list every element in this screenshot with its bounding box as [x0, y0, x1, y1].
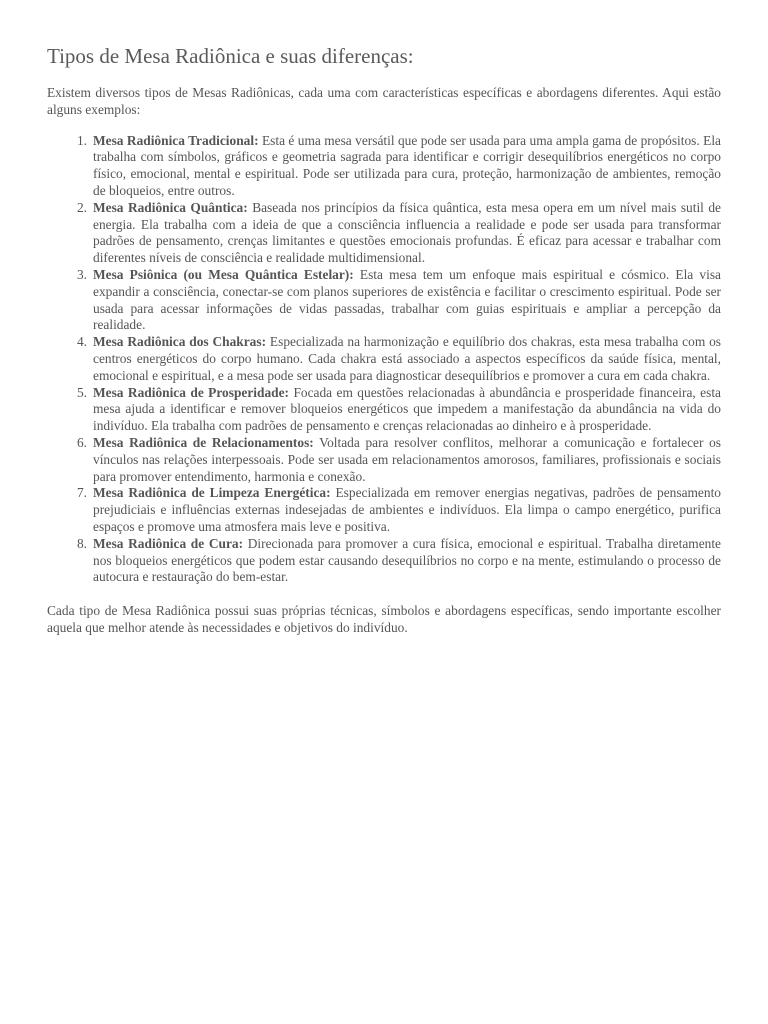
list-item-text: Especializada em remover energias negativas, padrões de pensamento prejudiciais e influências externas indesejadas de ambientes e indivíduos. Ela limpa o campo energético, purifica espaços e promove uma atmosfera mais leve e positiva. — [93, 485, 721, 534]
list-item — [47, 200, 721, 267]
list-item-number: 6. — [76, 434, 87, 450]
list-item-text: Focada em questões relacionadas à abundância e prosperidade financeira, esta mesa ajuda a identificar e remover bloqueios energéticos que impedem a manifestação da abundância na vida do indivíduo. Ela trabalha com padrões de pensamento e crenças relacionadas ao dinheiro e à prosperidade. — [93, 384, 721, 434]
intro-paragraph: Existem diversos tipos de Mesas Radiônicas, cada uma com características específicas e abordagens diferentes. Aqui estão alguns exemplos: — [47, 85, 721, 117]
list-item-number: 4. — [76, 334, 87, 350]
list-item-text: Direcionada para promover a cura física, emocional e espiritual. Trabalha diretamente nos bloqueios energéticos que podem estar causando desequilíbrios no corpo e na mente, estimulando o processo de autocura e restauração do bem-estar. — [93, 535, 721, 585]
list-item-text: Esta mesa tem um enfoque mais espiritual e cósmico. Ela visa expandir a consciência, conectar-se com planos superiores de existência e facilitar o crescimento espiritual. Pode ser usada para acessar informações de vidas passadas, trabalhar com guias espirituais e ampliar a percepção da realidade. — [93, 266, 721, 333]
list-item-heading: Mesa Radiônica dos Chakras: — [93, 334, 267, 350]
list-item-number: 3. — [76, 266, 87, 282]
list-item-number: 8. — [76, 535, 87, 551]
document-title: Tipos de Mesa Radiônica e suas diferenças: — [47, 44, 414, 68]
list-item — [47, 435, 721, 485]
list-item-heading: Mesa Radiônica Quântica: — [93, 199, 248, 215]
list-item-number: 2. — [76, 199, 87, 215]
list-item-heading: Mesa Radiônica de Prosperidade: — [93, 384, 290, 400]
list-item-number: 7. — [76, 485, 87, 501]
list-item — [47, 334, 721, 384]
conclusion-paragraph: Cada tipo de Mesa Radiônica possui suas próprias técnicas, símbolos e abordagens específicas, sendo importante escolher aquela que melhor atende às necessidades e objetivos do indivíduo. — [47, 603, 721, 635]
list-item — [47, 133, 721, 200]
list-item-heading: Mesa Radiônica de Relacionamentos: — [93, 434, 314, 450]
list-item-heading: Mesa Radiônica de Limpeza Energética: — [93, 485, 331, 501]
list-item-number: 5. — [76, 384, 87, 400]
list-item — [47, 267, 721, 334]
list-item-text: Baseada nos princípios da física quântica, esta mesa opera em um nível mais sutil de energia. Ela trabalha com a ideia de que a consciência influencia a realidade e pode ser usada para transformar padrões de pensamento, crenças limitantes e questões emocionais profundas. É eficaz para acessar e trabalhar com diferentes níveis de consciência e realidade multidimensional. — [93, 199, 721, 266]
list-item-number: 1. — [76, 132, 87, 148]
list-item — [47, 536, 721, 586]
list-item-heading: Mesa Psiônica (ou Mesa Quântica Estelar): — [93, 266, 354, 282]
types-list — [47, 133, 721, 587]
list-item — [47, 485, 721, 535]
list-item — [47, 385, 721, 435]
list-item-heading: Mesa Radiônica Tradicional: — [93, 132, 259, 148]
list-item-text: Voltada para resolver conflitos, melhorar a comunicação e fortalecer os vínculos nas relações interpessoais. Pode ser usada em relacionamentos amorosos, familiares, profissionais e sociais para promover entendimento, harmonia e conexão. — [93, 434, 722, 484]
document-page — [47, 42, 721, 637]
list-item-heading: Mesa Radiônica de Cura: — [93, 535, 244, 551]
list-item-text: Esta é uma mesa versátil que pode ser usada para uma ampla gama de propósitos. Ela trabalha com símbolos, gráficos e geometria sagrada para identificar e corrigir desequilíbrios energéticos no corpo físico, emocional, mental e espiritual. Pode ser utilizada para cura, proteção, harmonização de ambientes, remoção de bloqueios, entre outros. — [93, 132, 721, 198]
list-item-text: Especializada na harmonização e equilíbrio dos chakras, esta mesa trabalha com os centros energéticos do corpo humano. Cada chakra está associado a aspectos específicos da saúde física, mental, emocional e espiritual, e a mesa pode ser usada para diagnosticar desequilíbrios e promover a cura em cada chakra. — [93, 334, 722, 383]
